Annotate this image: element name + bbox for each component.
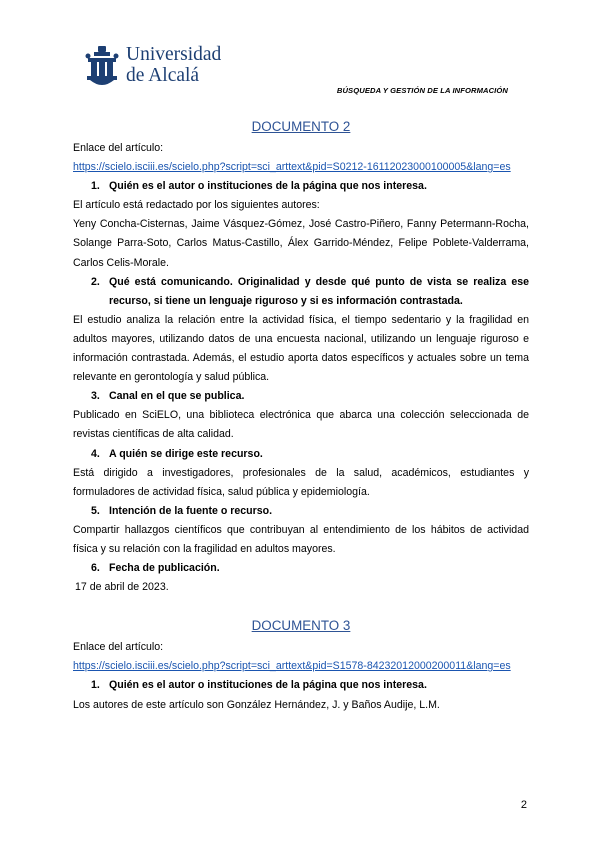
doc2-q2-number: 2.: [91, 275, 100, 288]
doc2-answer-4: Está dirigido a investigadores, profesionales de la salud, académicos, estudiantes y formuladores de actividad física, salud pública y epidemiología.: [73, 466, 529, 498]
doc2-answer-1-intro: El artículo está redactado por los siguientes autores:: [73, 199, 320, 212]
university-name-line1: Universidad: [126, 44, 222, 65]
doc2-question-3: [73, 387, 529, 406]
doc2-answer-5: Compartir hallazgos científicos que contribuyan al entendimiento de los hábitos de actividad física y su relación con la fragilidad en adultos mayores.: [73, 523, 529, 555]
doc2-question-2: [73, 273, 529, 311]
main-content: [73, 112, 529, 715]
doc2-question-4: [73, 445, 529, 464]
doc2-q4-text: A quién se dirige este recurso.: [109, 447, 263, 460]
doc2-answer-6: 17 de abril de 2023.: [75, 581, 169, 594]
doc2-question-5: [73, 502, 529, 521]
doc2-link-label: Enlace del artículo:: [73, 142, 164, 154]
doc3-article-link[interactable]: https://scielo.isciii.es/scielo.php?script=sci_arttext&pid=S1578-84232012000200011&lang=es: [73, 660, 511, 673]
doc3-q1-number: 1.: [91, 679, 100, 692]
doc2-article-link[interactable]: https://scielo.isciii.es/scielo.php?script=sci_arttext&pid=S0212-16112023000100005&lang=es: [73, 161, 511, 174]
page-number: 2: [520, 799, 527, 811]
doc2-q1-text: Quién es el autor o instituciones de la página que nos interesa.: [109, 180, 427, 193]
doc2-question-1: [73, 177, 529, 196]
doc2-q5-number: 5.: [91, 504, 100, 517]
doc2-q3-number: 3.: [91, 390, 100, 403]
section-title: BÚSQUEDA Y GESTIÓN DE LA INFORMACIÓN: [336, 86, 508, 95]
doc2-q2-text: Qué está comunicando. Originalidad y desde qué punto de vista se realiza ese recurso, si tiene un lenguaje riguroso y si es información contrastada.: [109, 275, 529, 307]
university-name: [126, 44, 221, 86]
document-3-title: DOCUMENTO 3: [251, 618, 351, 634]
doc2-q4-number: 4.: [91, 447, 100, 460]
doc3-question-1: [73, 676, 529, 695]
doc2-question-6: [73, 559, 529, 578]
doc3-answer-1: Los autores de este artículo son González Hernández, J. y Baños Audije, L.M.: [73, 698, 440, 711]
doc2-answer-2: El estudio analiza la relación entre la actividad física, el tiempo sedentario y la fragilidad en adultos mayores, utilizando datos de una encuesta nacional, utilizando un lenguaje riguroso e información contrastada. Además, el estudio aporta datos específicos y actuales sobre un tema relevante en gerontología y salud pública.: [73, 313, 529, 384]
doc2-q3-text: Canal en el que se publica.: [109, 390, 245, 403]
university-logo: [84, 44, 224, 86]
doc2-q5-text: Intención de la fuente o recurso.: [109, 504, 273, 517]
document-2-title: DOCUMENTO 2: [251, 119, 351, 134]
doc3-q1-text: Quién es el autor o instituciones de la página que nos interesa.: [109, 679, 427, 692]
university-name-line2: de Alcalá: [126, 65, 200, 86]
doc2-q1-number: 1.: [91, 180, 100, 193]
doc2-q6-text: Fecha de publicación.: [109, 562, 220, 575]
doc3-link-label: Enlace del artículo:: [73, 641, 164, 654]
doc2-q6-number: 6.: [91, 562, 100, 575]
doc2-answer-3: Publicado en SciELO, una biblioteca electrónica que abarca una colección seleccionada de revistas científicas de alta calidad.: [73, 409, 529, 441]
university-crest-icon: [84, 46, 120, 86]
doc2-answer-1-authors: Yeny Concha-Cisternas, Jaime Vásquez-Gómez, José Castro-Piñero, Fanny Petermann-Rocha, Solange Parra-Soto, Carlos Matus-Castillo, Álex Garrido-Méndez, Felipe Poblete-Valderrama, Carlos Celis-Morale.: [73, 218, 529, 269]
